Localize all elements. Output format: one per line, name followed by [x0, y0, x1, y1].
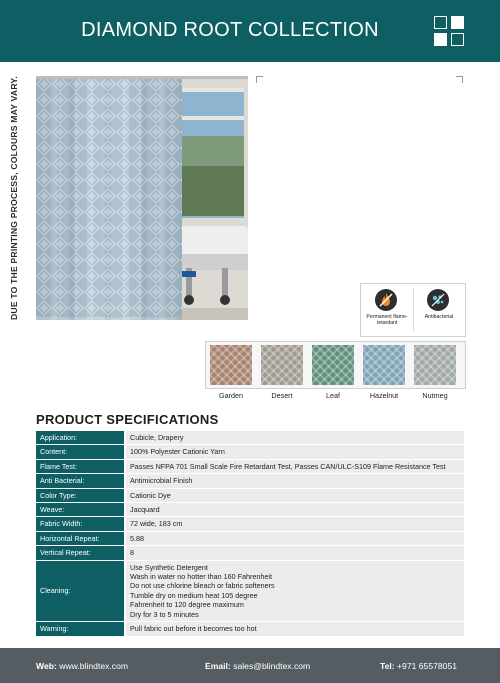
- spec-value: Cationic Dye: [124, 489, 464, 502]
- swatch-label: Hazelnut: [369, 391, 399, 400]
- spec-value: Passes NFPA 701 Small Scale Fire Retardant Test, Passes CAN/ULC-S109 Flame Resistance Test: [124, 460, 464, 473]
- table-row: [36, 517, 464, 530]
- spec-key: Anti Bacterial:: [36, 474, 124, 487]
- swatch-desert[interactable]: [261, 345, 303, 385]
- swatch-label: Desert: [271, 391, 293, 400]
- specs-table: [36, 430, 464, 637]
- spec-value: Cubicle, Drapery: [124, 431, 464, 444]
- footer-bar: [0, 648, 500, 683]
- page-title: DIAMOND ROOT COLLECTION: [81, 19, 379, 41]
- spec-key: Warning:: [36, 622, 124, 635]
- swatch-hazelnut[interactable]: [363, 345, 405, 385]
- curtain-room-illustration: [36, 76, 248, 320]
- spec-key: Cleaning:: [36, 561, 124, 621]
- table-row: [36, 431, 464, 444]
- swatch-leaf[interactable]: [312, 345, 354, 385]
- spec-value: 8: [124, 546, 464, 559]
- footer-tel-number[interactable]: +971 65578051: [397, 661, 458, 671]
- swatch-label: Leaf: [326, 391, 340, 400]
- brand-logo-icon: [434, 16, 466, 48]
- spec-value: 5.88: [124, 532, 464, 545]
- cleaning-line: Dry for 3 to 5 minutes: [130, 609, 199, 619]
- spec-value-cleaning: [124, 561, 464, 621]
- spec-key: Color Type:: [36, 489, 124, 502]
- badge-label: Permanent flame-retardant: [366, 314, 408, 326]
- antibacterial-icon: [427, 289, 449, 311]
- spec-key: Flame Test:: [36, 460, 124, 473]
- swatch-nutmeg[interactable]: [414, 345, 456, 385]
- feature-badges: [360, 283, 466, 337]
- table-row: [36, 561, 464, 621]
- footer-web-link[interactable]: www.blindtex.com: [59, 661, 129, 671]
- spec-value: 100% Polyester Cationic Yarn: [124, 445, 464, 458]
- cleaning-line: Tumble dry on medium heat 105 degree: [130, 590, 258, 600]
- table-row: [36, 445, 464, 458]
- footer-web-label: Web:: [36, 661, 57, 671]
- color-disclaimer-text: DUE TO THE PRINTING PROCESS, COLOURS MAY VARY.: [9, 76, 19, 320]
- footer-tel-label: Tel:: [380, 661, 395, 671]
- spec-key: Fabric Width:: [36, 517, 124, 530]
- spec-key: Content:: [36, 445, 124, 458]
- table-row: [36, 503, 464, 516]
- footer-email-label: Email:: [205, 661, 231, 671]
- table-row: [36, 622, 464, 635]
- specs-title: PRODUCT SPECIFICATIONS: [36, 412, 219, 427]
- spec-value: Jacquard: [124, 503, 464, 516]
- table-row: [36, 460, 464, 473]
- spec-key: Application:: [36, 431, 124, 444]
- table-row: [36, 532, 464, 545]
- cleaning-line: Fahrenheit to 120 degree maximum: [130, 600, 244, 610]
- header-bar: [0, 0, 500, 62]
- table-row: [36, 489, 464, 502]
- corner-mark: [456, 76, 463, 83]
- footer-email[interactable]: [205, 661, 310, 671]
- corner-mark: [256, 76, 263, 83]
- spec-value: Pull fabric out before it becomes too hot: [124, 622, 464, 635]
- swatch-label: Nutmeg: [422, 391, 448, 400]
- spec-key: Horizontal Repeat:: [36, 532, 124, 545]
- cleaning-line: Wash in water no hotter than 160 Fahrenheit: [130, 572, 272, 582]
- table-row: [36, 474, 464, 487]
- flame-retardant-icon: [375, 289, 397, 311]
- footer-web[interactable]: [36, 661, 128, 671]
- spec-value: Antimicrobial Finish: [124, 474, 464, 487]
- swatch-garden[interactable]: [210, 345, 252, 385]
- badge-label: Antibacterial: [424, 314, 454, 320]
- color-disclaimer: [6, 74, 22, 322]
- spec-key: Vertical Repeat:: [36, 546, 124, 559]
- swatch-label: Garden: [219, 391, 243, 400]
- cleaning-line: Do not use chlorine bleach or fabric softeners: [130, 581, 275, 591]
- table-row: [36, 546, 464, 559]
- badge-flame-retardant: [361, 284, 413, 336]
- badge-antibacterial: [413, 284, 465, 336]
- footer-tel[interactable]: [380, 661, 457, 671]
- footer-email-link[interactable]: sales@blindtex.com: [233, 661, 311, 671]
- spec-value: 72 wide, 183 cm: [124, 517, 464, 530]
- cleaning-line: Use Synthetic Detergent: [130, 562, 208, 572]
- product-photo: [36, 76, 248, 320]
- spec-key: Weave:: [36, 503, 124, 516]
